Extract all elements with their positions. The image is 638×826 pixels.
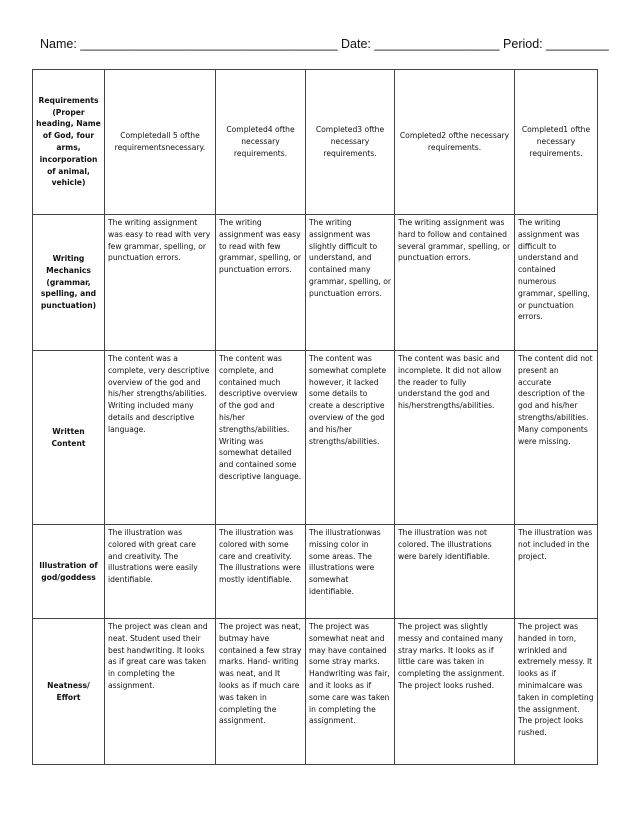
score-cell: The writing assignment was difficult to understand and contained numerous grammar, spelling, or punctuation errors.: [515, 215, 598, 351]
score-cell: Completed2 ofthe necessary requirements.: [395, 70, 515, 215]
score-cell: The illustration was not colored. The illustrations were barely identifiable.: [395, 525, 515, 619]
rubric-row-writing-mechanics: [33, 215, 598, 351]
rubric-row-illustration: [33, 525, 598, 619]
score-cell: The project was slightly messy and contained many stray marks. It looks as if little care was taken in completing the assignment. The project looks rushed.: [395, 619, 515, 765]
period-label: Period:: [503, 37, 543, 51]
score-cell: Completed4 ofthe necessary requirements.: [216, 70, 306, 215]
score-cell: The writing assignment was easy to read with few grammar, spelling, or punctuation errors.: [216, 215, 306, 351]
score-cell: The writing assignment was easy to read with very few grammar, spelling, or punctuation errors.: [105, 215, 216, 351]
score-cell: Completedall 5 ofthe requirementsnecessary.: [105, 70, 216, 215]
score-cell: The project was neat, butmay have contained a few stray marks. Hand- writing was neat, and It looks as if much care was taken in completing the assignment.: [216, 619, 306, 765]
criterion-illustration: Illustration of god/goddess: [33, 525, 105, 619]
score-cell: Completed1 ofthe necessary requirements.: [515, 70, 598, 215]
score-cell: The illustration was colored with some care and creativity. The illustrations were mostly identifiable.: [216, 525, 306, 619]
score-cell: The project was handed in torn, wrinkled and extremely messy. It looks as if minimalcare was taken in completing the assignment. The project looks rushed.: [515, 619, 598, 765]
score-cell: The content was somewhat complete however, it lacked some details to create a descriptive overview of the god and his/her strengths/abilities.: [306, 351, 395, 525]
name-label: Name:: [40, 37, 77, 51]
date-blank[interactable]: __________________: [374, 37, 500, 51]
rubric-row-neatness: [33, 619, 598, 765]
rubric-row-written-content: [33, 351, 598, 525]
header-line: [40, 37, 609, 51]
score-cell: Completed3 ofthe necessary requirements.: [306, 70, 395, 215]
criterion-neatness: Neatness/ Effort: [33, 619, 105, 765]
score-cell: The illustration was not included in the project.: [515, 525, 598, 619]
score-cell: The writing assignment was slightly difficult to understand, and contained many grammar, spelling, or punctuation errors.: [306, 215, 395, 351]
score-cell: The project was somewhat neat and may have contained some stray marks. Handwriting was fair, and it looks as if some care was taken in completing the assignment.: [306, 619, 395, 765]
score-cell: The content was basic and incomplete. It did not allow the reader to fully understand the god and his/herstrengths/abilities.: [395, 351, 515, 525]
rubric-row-requirements: [33, 70, 598, 215]
criterion-requirements: Requirements (Proper heading, Name of God, four arms, incorporation of animal, vehicle): [33, 70, 105, 215]
score-cell: The illustration was colored with great care and creativity. The illustrations were easily identifiable.: [105, 525, 216, 619]
criterion-writing-mechanics: Writing Mechanics (grammar, spelling, and punctuation): [33, 215, 105, 351]
criterion-written-content: Written Content: [33, 351, 105, 525]
score-cell: The illustrationwas missing color in some areas. The illustrations were somewhat identifiable.: [306, 525, 395, 619]
rubric-table: [32, 69, 598, 765]
period-blank[interactable]: _________: [546, 37, 609, 51]
name-blank[interactable]: _____________________________________: [80, 37, 338, 51]
score-cell: The project was clean and neat. Student used their best handwriting. It looks as if great care was taken in completing the assignment.: [105, 619, 216, 765]
score-cell: The content was a complete, very descriptive overview of the god and his/her strengths/abilities. Writing included many details and descriptive language.: [105, 351, 216, 525]
date-label: Date:: [341, 37, 371, 51]
score-cell: The content did not present an accurate description of the god and his/her strengths/abilities. Many components were missing.: [515, 351, 598, 525]
score-cell: The writing assignment was hard to follow and contained several grammar, spelling, or punctuation errors.: [395, 215, 515, 351]
score-cell: The content was complete, and contained much descriptive overview of the god and his/her strengths/abilities. Writing was somewhat detailed and contained some descriptive language.: [216, 351, 306, 525]
